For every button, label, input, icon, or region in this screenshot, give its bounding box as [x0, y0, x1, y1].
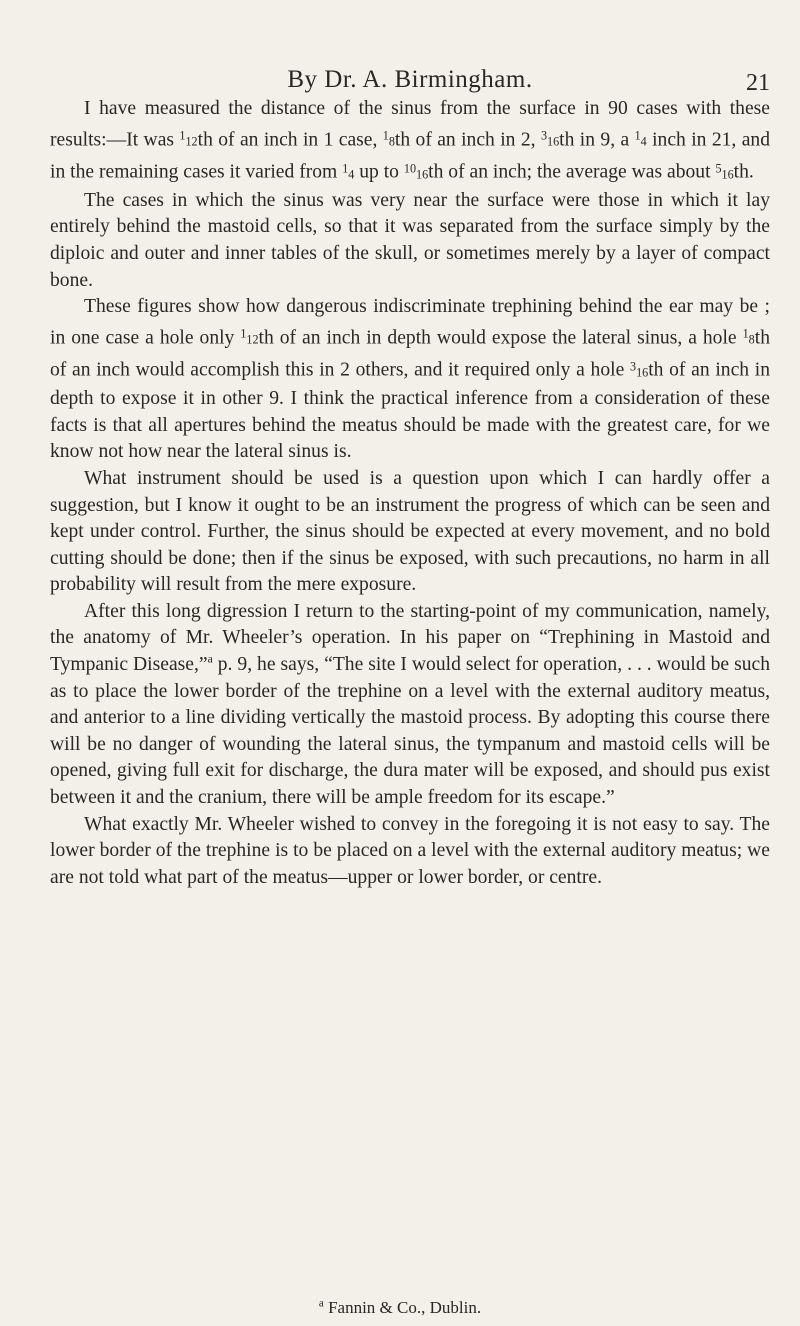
page-header: [50, 66, 770, 100]
fraction: 112: [179, 128, 198, 149]
footnote-marker: a: [318, 1297, 324, 1310]
footnote: $^a$ Fannin & Co., Dublin.: [318, 1297, 482, 1317]
paragraph-wheeler-operation: After this long digression I return to the starting-point of my communication, namely, the anatomy of Mr. Wheeler’s operation. In his paper on “Trephining in Mastoid and Tympanic Disease,”$^a$ p. 9, he says, “The site I would select for operation, . . . would be such as to place the lower border of the trephine on a level with the external auditory meatus, and anterior to a line dividing vertically the mastoid process. By adopting this course there will be no danger of wounding the lateral sinus, the tympanum and mastoid cells will be opened, giving full exit for discharge, the dura mater will be exposed, and should pus exist between it and the cranium, there will be ample freedom for its escape.”: [50, 600, 770, 809]
fraction: 316: [629, 359, 649, 380]
page-number: 21: [746, 70, 770, 96]
body-text: [50, 96, 770, 891]
fraction: 112: [240, 326, 259, 347]
fraction: 14: [342, 161, 355, 182]
fraction: 316: [540, 128, 560, 149]
paragraph-sinus-position: The cases in which the sinus was very near the surface were those in which it lay entirely behind the mastoid cells, so that it was separated from the surface simply by the diploic and outer and inner tables of the skull, or sometimes merely by a layer of compact bone.: [50, 189, 770, 291]
fraction: 18: [742, 326, 755, 347]
paragraph-wheeler-meaning: What exactly Mr. Wheeler wished to convey in the foregoing it is not easy to say. The lower border of the trephine is to be placed on a level with the external auditory meatus; we are not told what part of the meatus—upper or lower border, or centre.: [50, 813, 770, 888]
fraction: 1016: [403, 161, 429, 182]
paragraph-measurements: I have measured the distance of the sinus from the surface in 90 cases with these results:—It was 112th of an inch in 1 case, 18th of an inch in 2, 316th in 9, a 14 inch in 21, and in the remaining cases it varied from 14 up to 1016th of an inch; the average was about 516th.: [50, 98, 771, 183]
fraction: 516: [715, 161, 734, 182]
paragraph-instrument: What instrument should be used is a question upon which I can hardly offer a suggestion, but I know it ought to be an instrument the progress of which can be seen and kept under control. Further, the sinus should be expected at every movement, and no bold cutting should be done; then if the sinus be exposed, with such precautions, no harm in all probability will result from the mere exposure.: [50, 467, 770, 596]
fraction: 18: [382, 128, 395, 149]
running-head: By Dr. A. Birmingham.: [287, 66, 533, 93]
fraction: 14: [634, 128, 647, 149]
paragraph-trephining-danger: These figures show how dangerous indiscriminate trephining behind the ear may be ; in one case a hole only 112th of an inch in depth would expose the lateral sinus, a hole 18th of an inch would accomplish this in 2 others, and it required only a hole 316th of an inch in depth to expose it in other 9. I think the practical inference from a consideration of these facts is that all apertures behind the meatus should be made with the greatest care, for we know not how near the lateral sinus is.: [50, 296, 770, 463]
footnote-marker: a: [207, 652, 213, 666]
